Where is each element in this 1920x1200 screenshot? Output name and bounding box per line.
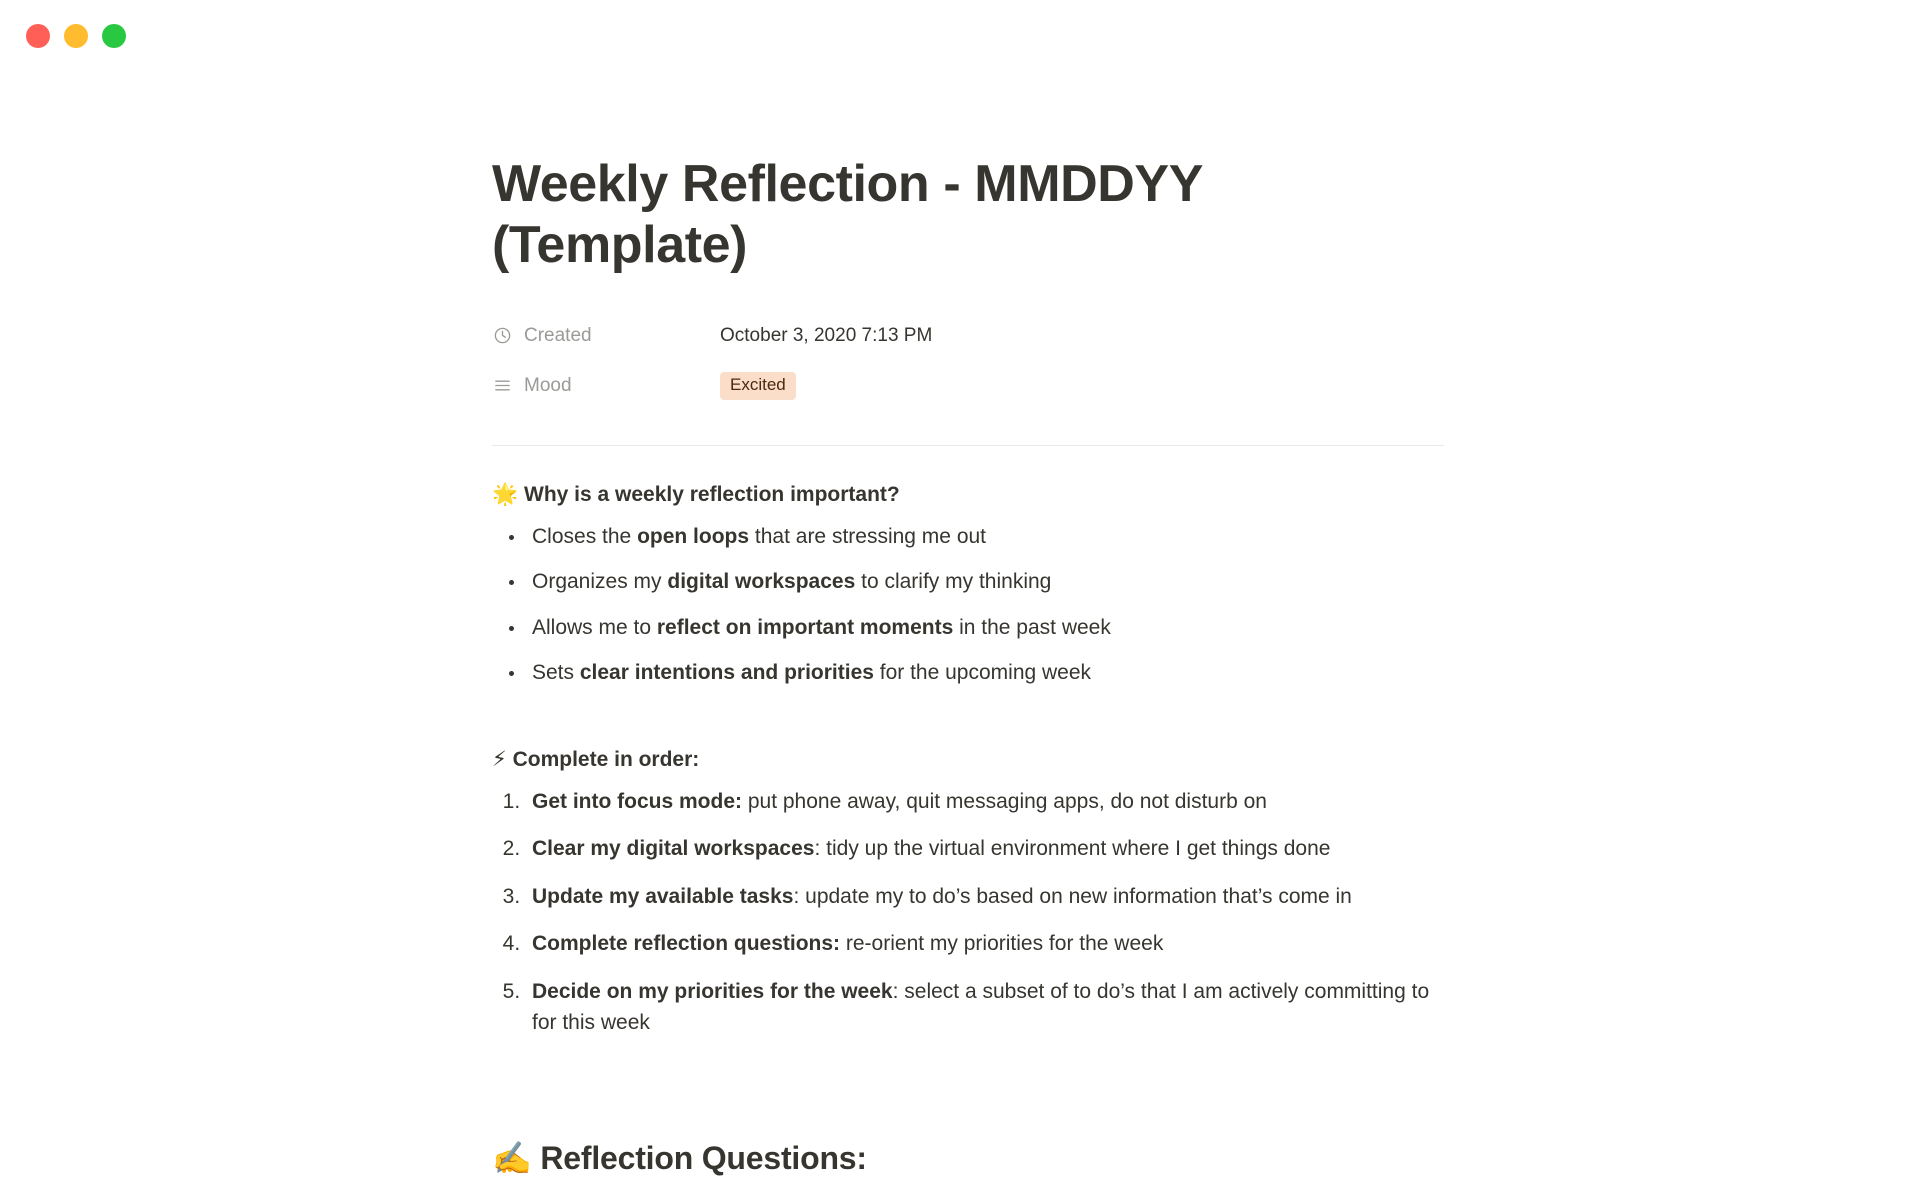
- list-item[interactable]: [526, 612, 1444, 644]
- divider: [492, 445, 1444, 446]
- traffic-lights: [26, 24, 126, 48]
- page-title[interactable]: Weekly Reflection - MMDDYY (Template): [492, 155, 1203, 275]
- property-name-mood: Mood: [524, 374, 572, 396]
- list-item-suffix: that are stressing me out: [749, 524, 987, 548]
- list-icon: [492, 375, 513, 396]
- reflection-questions-heading-text: Reflection Questions:: [540, 1139, 867, 1176]
- list-item[interactable]: [526, 566, 1444, 598]
- list-item-suffix: : tidy up the virtual environment where I get things done: [814, 837, 1331, 861]
- section-heading: [492, 482, 1444, 507]
- page-properties: [492, 311, 1444, 411]
- lightning-emoji-icon: ⚡: [492, 746, 507, 771]
- list-item-prefix: Closes the: [532, 524, 638, 548]
- minimize-window-button[interactable]: [64, 24, 88, 48]
- list-item-emphasis: Get into focus mode:: [532, 789, 742, 813]
- list-item-suffix: : select a subset of to do’s that I am actively committing to for this week: [532, 979, 1430, 1035]
- list-item-suffix: re-orient my priorities for the week: [840, 932, 1164, 956]
- list-item[interactable]: [526, 928, 1444, 960]
- list-item[interactable]: [526, 657, 1444, 689]
- list-item-emphasis: Complete reflection questions:: [532, 932, 841, 956]
- list-item[interactable]: [526, 881, 1444, 913]
- list-item-suffix: in the past week: [953, 615, 1111, 639]
- section-why-weekly-reflection: [492, 482, 1444, 689]
- spacer: [492, 703, 1444, 747]
- status-badge[interactable]: Excited: [720, 372, 796, 400]
- list-item-prefix: Allows me to: [532, 615, 657, 639]
- property-row-created[interactable]: [492, 311, 1444, 361]
- property-label-created: [492, 325, 720, 347]
- list-item-suffix: to clarify my thinking: [855, 570, 1052, 594]
- list-item-emphasis: clear intentions and priorities: [579, 661, 874, 685]
- section-heading-text: Why is a weekly reflection important?: [524, 482, 900, 506]
- document-content: [492, 154, 1444, 1177]
- list-item-emphasis: Update my available tasks: [532, 884, 794, 908]
- list-item[interactable]: [526, 521, 1444, 553]
- property-value-mood[interactable]: [720, 372, 796, 400]
- list-item-emphasis: digital workspaces: [667, 570, 856, 594]
- list-item[interactable]: [526, 786, 1444, 818]
- section-heading-text: Complete in order:: [512, 747, 700, 771]
- document-page: [0, 72, 1920, 1177]
- property-name-created: Created: [524, 324, 592, 346]
- section-heading: [492, 747, 1444, 772]
- list-item-emphasis: Decide on my priorities for the week: [532, 979, 893, 1003]
- clock-icon: [492, 325, 513, 346]
- spacer: [492, 1055, 1444, 1139]
- list-item[interactable]: [526, 976, 1444, 1039]
- list-item-suffix: : update my to do’s based on new information that’s come in: [793, 884, 1352, 908]
- list-item-prefix: Sets: [532, 661, 580, 685]
- list-item-emphasis: Clear my digital workspaces: [532, 837, 815, 861]
- maximize-window-button[interactable]: [102, 24, 126, 48]
- writing-hand-emoji-icon: ✍️: [492, 1138, 532, 1177]
- list-item-suffix: put phone away, quit messaging apps, do not disturb on: [742, 789, 1267, 813]
- section-complete-in-order: [492, 747, 1444, 1039]
- bulleted-list: [492, 521, 1444, 689]
- property-value-created[interactable]: October 3, 2020 7:13 PM: [720, 324, 933, 346]
- window-titlebar: [0, 0, 1920, 72]
- close-window-button[interactable]: [26, 24, 50, 48]
- list-item[interactable]: [526, 833, 1444, 865]
- list-item-suffix: for the upcoming week: [873, 661, 1092, 685]
- property-label-mood: [492, 375, 720, 397]
- list-item-prefix: Organizes my: [532, 570, 668, 594]
- list-item-emphasis: open loops: [637, 524, 750, 548]
- star-emoji-icon: 🌟: [492, 481, 519, 506]
- list-item-emphasis: reflect on important moments: [656, 615, 954, 639]
- property-row-mood[interactable]: [492, 361, 1444, 411]
- numbered-list: [492, 786, 1444, 1039]
- reflection-questions-heading[interactable]: [492, 1139, 1444, 1177]
